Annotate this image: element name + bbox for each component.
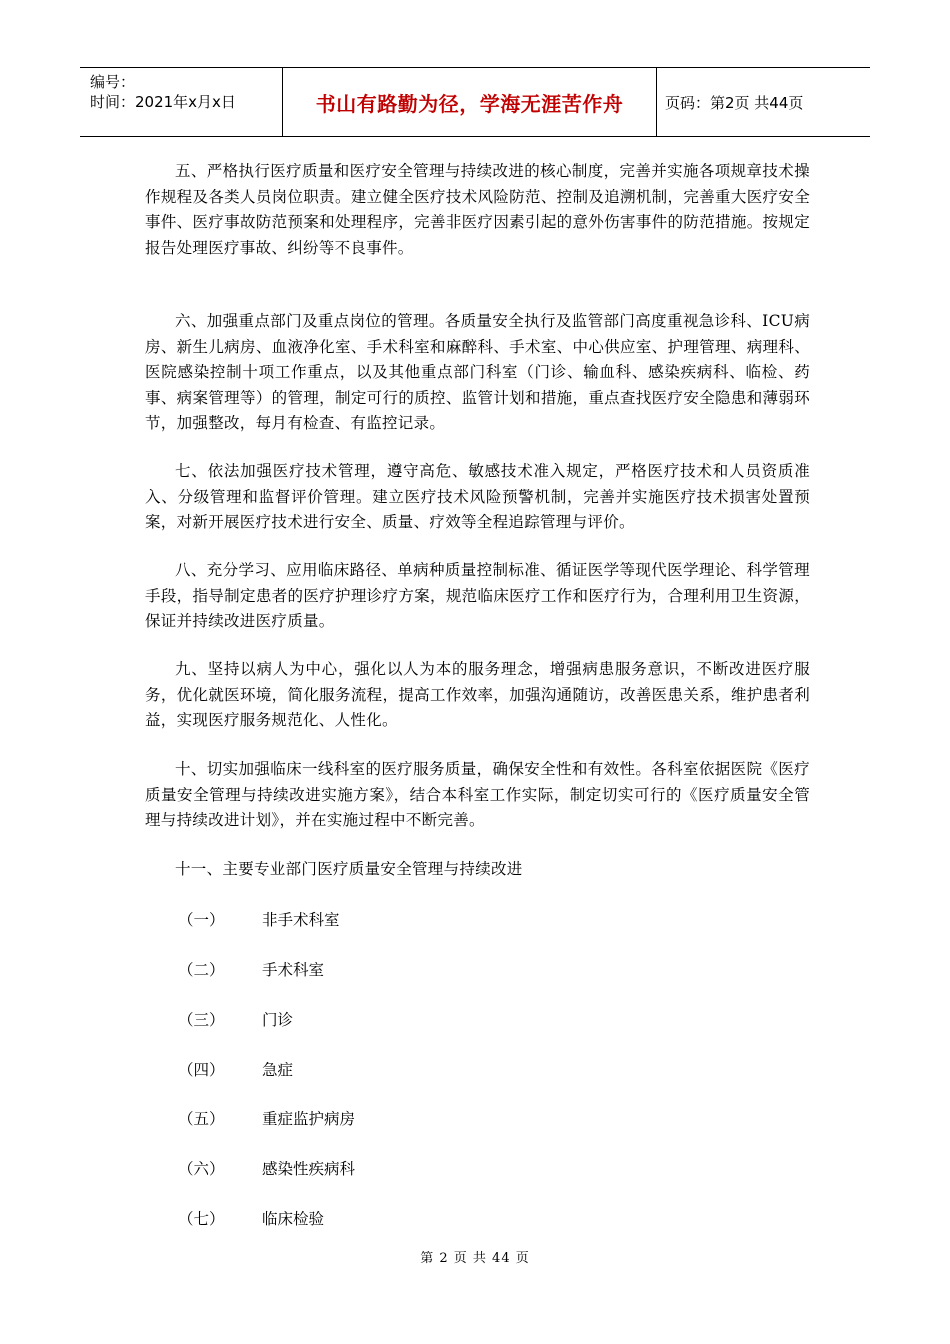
list-item (178, 958, 324, 980)
paragraph-9: 九、坚持以病人为中心，强化以人为本的服务理念，增强病患服务意识，不断改进医疗服务，优化就医环境，简化服务流程，提高工作效率，加强沟通随访，改善医患关系，维护患者利益，实现医疗服务规范化、人性化。 (145, 660, 810, 729)
list-item-number: （四） (178, 1061, 225, 1079)
paragraph-7: 七、依法加强医疗技术管理，遵守高危、敏感技术准入规定，严格医疗技术和人员资质准入、分级管理和监督评价管理。建立医疗技术风险预警机制，完善并实施医疗技术损害处置预案，对新开展医疗技术进行安全、质量、疗效等全程追踪管理与评价。 (145, 462, 810, 531)
list-item (178, 1058, 293, 1080)
header-motto: 书山有路勤为径，学海无涯苦作舟 (283, 68, 657, 136)
list-item (178, 1008, 293, 1030)
list-item-label: 重症监护病房 (262, 1110, 356, 1128)
list-item (178, 1107, 355, 1129)
paragraph-8: 八、充分学习、应用临床路径、单病种质量控制标准、循证医学等现代医学理论、科学管理手段，指导制定患者的医疗护理诊疗方案，规范临床医疗工作和医疗行为，合理利用卫生资源，保证并持续改进医疗质量。 (145, 561, 810, 630)
list-item (178, 908, 340, 930)
list-item-number: （三） (178, 1011, 225, 1029)
list-item-label: 非手术科室 (262, 911, 340, 929)
list-item-number: （二） (178, 961, 225, 979)
paragraph-5: 五、严格执行医疗质量和医疗安全管理与持续改进的核心制度，完善并实施各项规章技术操作规程及各类人员岗位职责。建立健全医疗技术风险防范、控制及追溯机制，完善重大医疗安全事件、医疗事故防范预案和处理程序，完善非医疗因素引起的意外伤害事件的防范措施。按规定报告处理医疗事故、纠纷等不良事件。 (145, 162, 810, 257)
list-item-label: 急症 (262, 1061, 294, 1079)
paragraph-10: 十、切实加强临床一线科室的医疗服务质量，确保安全性和有效性。各科室依据医院《医疗质量安全管理与持续改进实施方案》，结合本科室工作实际，制定切实可行的《医疗质量安全管理与持续改进计划》，并在实施过程中不断完善。 (145, 760, 810, 829)
list-item (178, 1157, 355, 1179)
page-header (80, 67, 870, 137)
list-item-number: （一） (178, 911, 225, 929)
header-meta (80, 68, 283, 136)
list-item-label: 手术科室 (262, 961, 325, 979)
list-item (178, 1207, 324, 1229)
list-item-number: （五） (178, 1110, 225, 1128)
list-item-label: 感染性疾病科 (262, 1160, 356, 1178)
list-item-number: （六） (178, 1160, 225, 1178)
document-number-label: 编号： (90, 73, 136, 91)
paragraph-11: 十一、主要专业部门医疗质量安全管理与持续改进 (175, 860, 523, 878)
paragraph-6: 六、加强重点部门及重点岗位的管理。各质量安全执行及监管部门高度重视急诊科、ICU病房、新生儿病房、血液净化室、手术科室和麻醉科、手术室、中心供应室、护理管理、病理科、医院感染控制十项工作重点，以及其他重点部门科室（门诊、输血科、感染疾病科、临检、药事、病案管理等）的管理，制定可行的质控、监管计划和措施，重点查找医疗安全隐患和薄弱环节，加强整改，每月有检查、有监控记录。 (145, 312, 810, 432)
list-item-label: 临床检验 (262, 1210, 325, 1228)
list-item-number: （七） (178, 1210, 225, 1228)
list-item-label: 门诊 (262, 1011, 294, 1029)
header-page-info: 页码：第2页 共44页 (665, 93, 804, 112)
page-footer: 第 2 页 共 44 页 (420, 1251, 530, 1266)
document-time-label: 时间：2021年x月x日 (90, 93, 236, 111)
